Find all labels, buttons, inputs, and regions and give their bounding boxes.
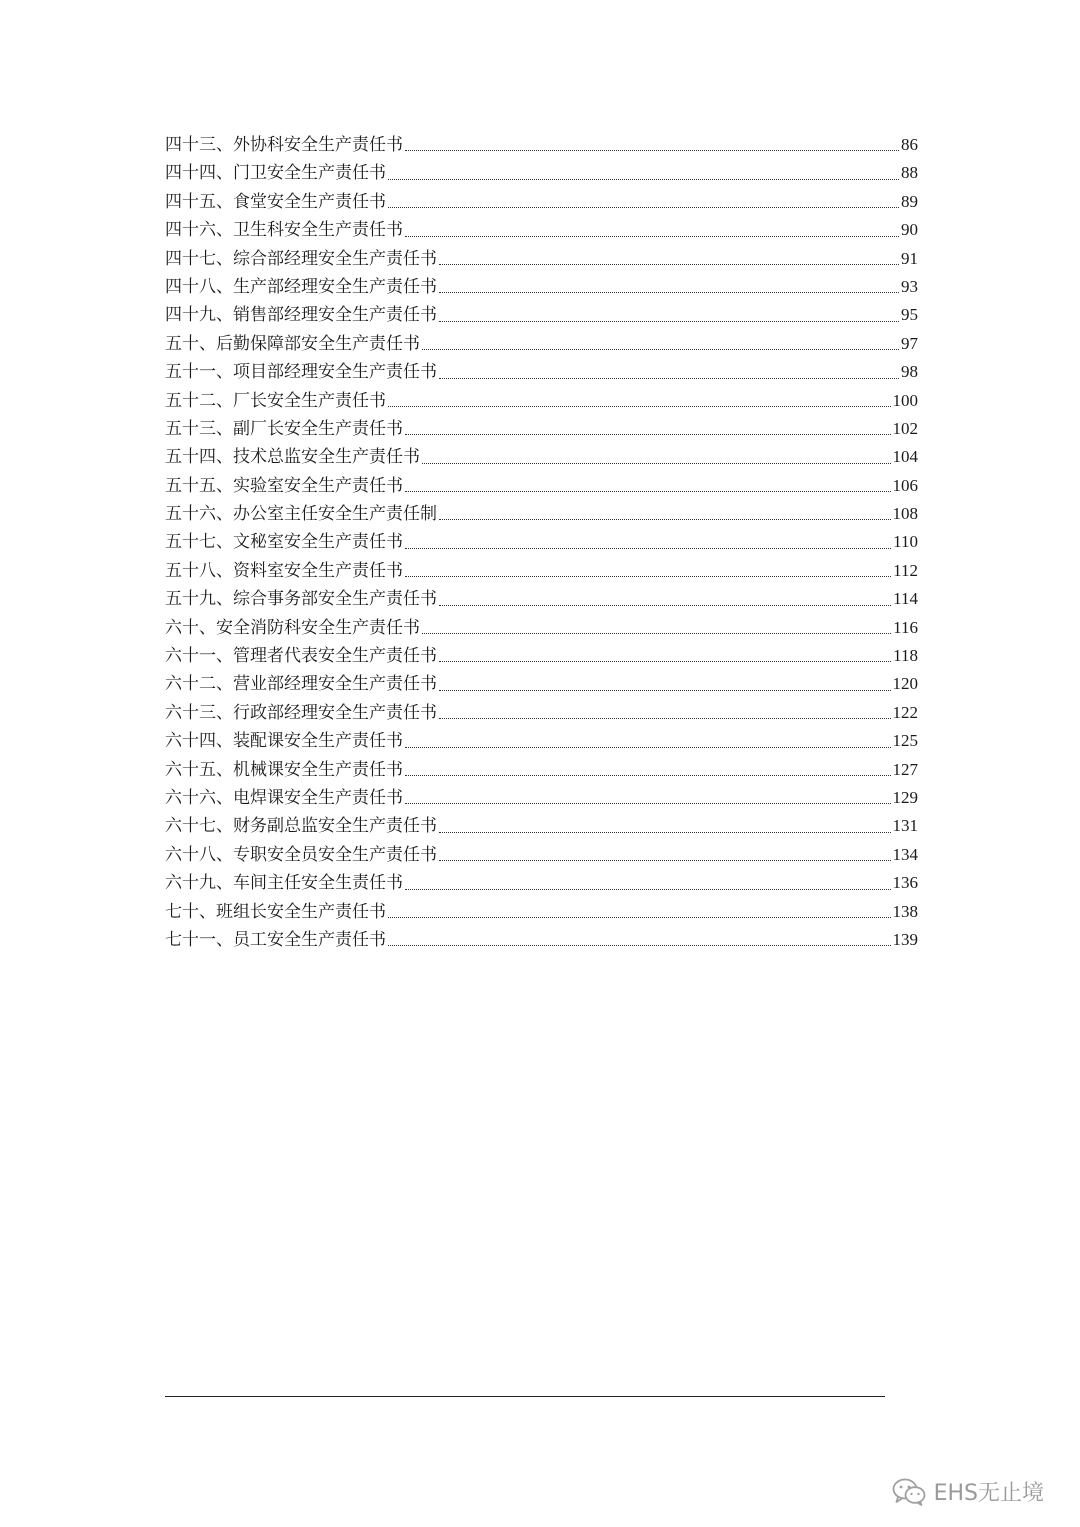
toc-entry-title: 五十五、实验室安全生产责任书 (165, 475, 403, 496)
toc-entry[interactable] (165, 500, 918, 528)
toc-entry[interactable] (165, 926, 918, 954)
toc-entry-title: 五十九、综合事务部安全生产责任书 (165, 589, 437, 610)
dot-leader (439, 718, 891, 719)
toc-entry-title: 五十二、厂长安全生产责任书 (165, 390, 386, 411)
dot-leader (405, 747, 891, 748)
toc-entry[interactable] (165, 245, 918, 273)
toc-entry-title: 六十八、专职安全员安全生产责任书 (165, 844, 437, 865)
toc-entry-title: 四十八、生产部经理安全生产责任书 (165, 276, 437, 297)
toc-entry-title: 六十二、营业部经理安全生产责任书 (165, 674, 437, 695)
toc-entry-page-number: 129 (892, 787, 918, 807)
toc-entry[interactable] (165, 898, 918, 926)
dot-leader (422, 349, 899, 350)
dot-leader (405, 803, 891, 804)
dot-leader (439, 661, 891, 662)
toc-entry-title: 六十六、电焊课安全生产责任书 (165, 787, 403, 808)
dot-leader (439, 605, 891, 606)
dot-leader (405, 434, 891, 435)
toc-entry-page-number: 118 (893, 646, 918, 666)
dot-leader (439, 264, 899, 265)
toc-entry-title: 六十四、装配课安全生产责任书 (165, 731, 403, 752)
toc-entry-page-number: 102 (892, 418, 918, 438)
toc-entry[interactable] (165, 472, 918, 500)
toc-entry-page-number: 112 (893, 560, 918, 580)
toc-entry-title: 四十三、外协科安全生产责任书 (165, 134, 403, 155)
dot-leader (439, 378, 899, 379)
toc-entry[interactable] (165, 358, 918, 386)
toc-entry-page-number: 116 (893, 617, 918, 637)
dot-leader (388, 179, 899, 180)
toc-entry[interactable] (165, 670, 918, 698)
toc-entry-title: 五十三、副厂长安全生产责任书 (165, 418, 403, 439)
dot-leader (388, 406, 891, 407)
toc-entry-title: 五十四、技术总监安全生产责任书 (165, 447, 420, 468)
toc-entry-page-number: 122 (892, 702, 918, 722)
toc-entry-page-number: 136 (892, 873, 918, 893)
dot-leader (422, 633, 891, 634)
toc-entry[interactable] (165, 188, 918, 216)
toc-entry[interactable] (165, 415, 918, 443)
dot-leader (439, 832, 891, 833)
toc-entry-page-number: 127 (892, 759, 918, 779)
toc-entry-title: 四十七、综合部经理安全生产责任书 (165, 248, 437, 269)
dot-leader (405, 236, 899, 237)
toc-entry-page-number: 88 (901, 163, 918, 183)
toc-entry-page-number: 125 (892, 731, 918, 751)
toc-entry-title: 四十六、卫生科安全生产责任书 (165, 220, 403, 241)
toc-entry-title: 六十三、行政部经理安全生产责任书 (165, 702, 437, 723)
toc-entry[interactable] (165, 273, 918, 301)
dot-leader (388, 945, 891, 946)
toc-entry-title: 四十四、门卫安全生产责任书 (165, 163, 386, 184)
toc-entry[interactable] (165, 585, 918, 613)
table-of-contents (165, 131, 918, 954)
toc-entry[interactable] (165, 387, 918, 415)
toc-entry-page-number: 97 (901, 333, 918, 353)
toc-entry[interactable] (165, 301, 918, 329)
toc-entry-page-number: 138 (892, 901, 918, 921)
toc-entry-title: 七十、班组长安全生产责任书 (165, 901, 386, 922)
dot-leader (388, 207, 899, 208)
dot-leader (439, 519, 891, 520)
toc-entry-page-number: 100 (892, 390, 918, 410)
dot-leader (405, 775, 891, 776)
toc-entry[interactable] (165, 330, 918, 358)
toc-entry-title: 六十九、车间主任安全生责任书 (165, 873, 403, 894)
toc-entry-title: 五十一、项目部经理安全生产责任书 (165, 362, 437, 383)
dot-leader (388, 917, 891, 918)
toc-entry-title: 六十七、财务副总监安全生产责任书 (165, 816, 437, 837)
toc-entry[interactable] (165, 614, 918, 642)
toc-entry-title: 五十六、办公室主任安全生产责任制 (165, 504, 437, 525)
watermark (892, 1476, 1044, 1507)
toc-entry[interactable] (165, 784, 918, 812)
toc-entry-page-number: 108 (892, 504, 918, 524)
toc-entry-title: 四十五、食堂安全生产责任书 (165, 191, 386, 212)
toc-entry-title: 五十、后勤保障部安全生产责任书 (165, 333, 420, 354)
toc-entry-page-number: 114 (893, 589, 918, 609)
toc-entry-title: 四十九、销售部经理安全生产责任书 (165, 305, 437, 326)
dot-leader (405, 491, 891, 492)
toc-entry[interactable] (165, 443, 918, 471)
toc-entry-title: 六十五、机械课安全生产责任书 (165, 759, 403, 780)
toc-entry[interactable] (165, 812, 918, 840)
toc-entry-page-number: 91 (901, 248, 918, 268)
dot-leader (439, 690, 891, 691)
dot-leader (422, 463, 891, 464)
dot-leader (405, 548, 891, 549)
toc-entry-title: 七十一、员工安全生产责任书 (165, 929, 386, 950)
toc-entry[interactable] (165, 557, 918, 585)
watermark-text: EHS无止境 (933, 1481, 1044, 1506)
toc-entry[interactable] (165, 216, 918, 244)
dot-leader (405, 889, 891, 890)
toc-entry-page-number: 93 (901, 276, 918, 296)
toc-entry-page-number: 104 (892, 447, 918, 467)
toc-entry[interactable] (165, 869, 918, 897)
toc-entry[interactable] (165, 642, 918, 670)
toc-entry-title: 六十、安全消防科安全生产责任书 (165, 617, 420, 638)
toc-entry[interactable] (165, 756, 918, 784)
dot-leader (439, 321, 899, 322)
dot-leader (439, 860, 891, 861)
toc-entry-page-number: 98 (901, 362, 918, 382)
toc-entry-page-number: 90 (901, 220, 918, 240)
toc-entry-title: 五十八、资料室安全生产责任书 (165, 560, 403, 581)
footer-divider (165, 1396, 885, 1397)
dot-leader (405, 576, 891, 577)
toc-entry-page-number: 89 (901, 191, 918, 211)
toc-entry[interactable] (165, 131, 918, 159)
toc-entry-page-number: 110 (893, 532, 918, 552)
toc-entry[interactable] (165, 841, 918, 869)
toc-entry-title: 六十一、管理者代表安全生产责任书 (165, 646, 437, 667)
toc-entry-page-number: 139 (892, 929, 918, 949)
toc-entry-page-number: 131 (892, 816, 918, 836)
dot-leader (405, 150, 899, 151)
toc-entry[interactable] (165, 528, 918, 556)
toc-entry[interactable] (165, 699, 918, 727)
toc-entry[interactable] (165, 159, 918, 187)
dot-leader (439, 292, 899, 293)
wechat-icon (892, 1478, 926, 1506)
toc-entry-title: 五十七、文秘室安全生产责任书 (165, 532, 403, 553)
toc-entry-page-number: 95 (901, 305, 918, 325)
toc-entry-page-number: 134 (892, 844, 918, 864)
toc-entry-page-number: 120 (892, 674, 918, 694)
toc-entry-page-number: 106 (892, 475, 918, 495)
toc-entry[interactable] (165, 727, 918, 755)
toc-entry-page-number: 86 (901, 134, 918, 154)
